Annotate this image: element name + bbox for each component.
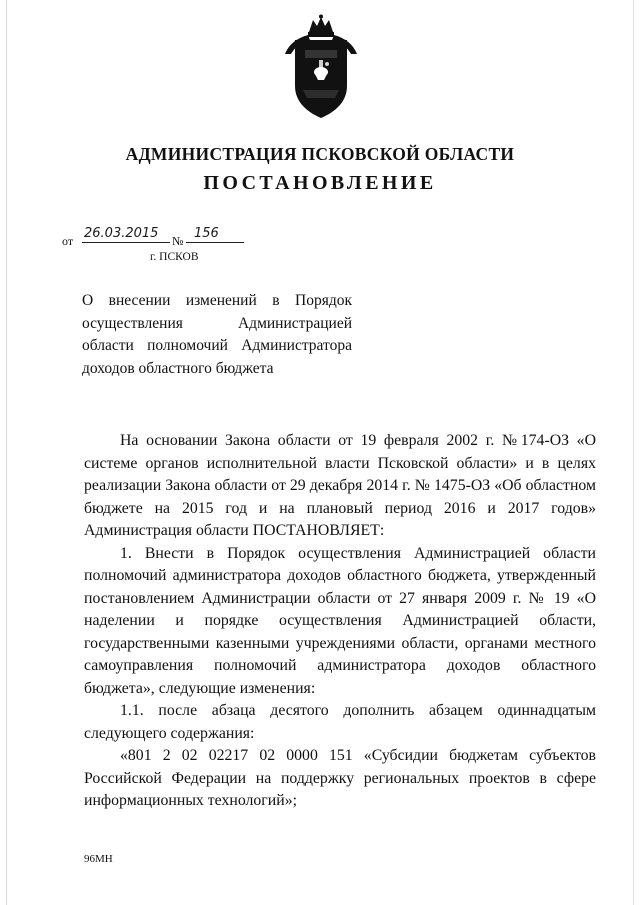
body-paragraph-quote: «801 2 02 02217 02 0000 151 «Субсидии бюджетам субъектов Российской Федерации на поддержку региональных проектов в сфере информационных технологий»; [84, 747, 596, 809]
handwritten-date: 26.03.2015 [84, 226, 159, 241]
body-paragraph-item-1: 1. Внести в Порядок осуществления Администрацией области полномочий администратора доходов областного бюджета, утвержденный постановлением Администрации области от 27 января 2009 г. № 19 «О наделении и порядке осуществления Администрацией области, государственными казенными учреждениями области, органами местного самоуправления полномочий администратора доходов областного бюджета», следующие изменения: [84, 544, 596, 697]
page-edge-left [6, 0, 7, 905]
handwritten-number: 156 [194, 226, 219, 241]
subject-line: доходов областного бюджета [82, 359, 274, 377]
date-underline [82, 242, 170, 243]
organization-name: АДМИНИСТРАЦИЯ ПСКОВСКОЙ ОБЛАСТИ [125, 144, 515, 164]
number-label: № [172, 234, 184, 248]
page-edge-right [633, 0, 634, 905]
document-body [84, 430, 596, 813]
coat-of-arms-icon [283, 14, 359, 120]
subject-line: области полномочий Администратора [82, 337, 352, 354]
footer-code: 96МН [84, 853, 113, 865]
city-name: г. ПСКОВ [150, 251, 199, 263]
number-underline [186, 242, 244, 243]
body-paragraph-preamble: На основании Закона области от 19 февраля 2002 г. №174-ОЗ «О системе органов исполнительной власти Псковской области» и в целях реализации Закона области от 29 декабря 2014 г. № 1475-ОЗ «Об областном бюджете на 2015 год и на плановый период 2016 и 2017 годов» Администрация области ПОСТАНОВЛЯЕТ: [84, 432, 596, 539]
body-paragraph-item-1-1: 1.1. после абзаца десятого дополнить абзацем одиннадцатым следующего содержания: [84, 702, 596, 742]
document-type: ПОСТАНОВЛЕНИЕ [203, 172, 437, 194]
subject-line: осуществления Администрацией [82, 314, 352, 332]
subject-line: О внесении изменений в Порядок [82, 292, 352, 309]
document-subject [82, 290, 352, 380]
date-label: от [62, 234, 74, 248]
